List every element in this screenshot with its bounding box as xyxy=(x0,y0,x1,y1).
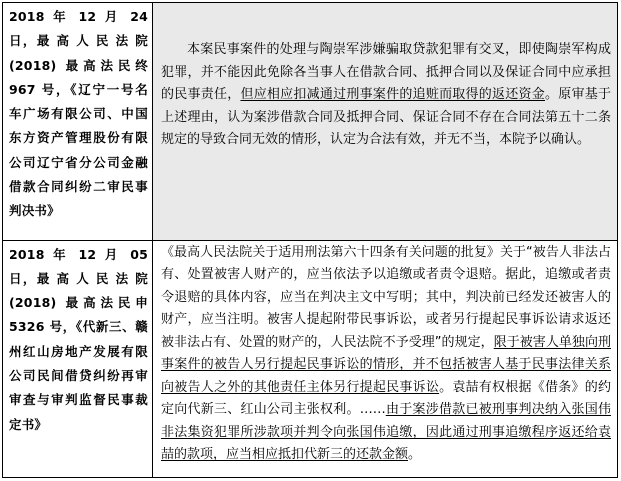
case-citation-cell xyxy=(3,3,153,241)
excerpt-segment-underlined: 由于案涉借款已被刑事判决纳入张国伟非法集资犯罪所涉款项并判令向张国伟追缴，因此通过刑事追缴程序返还给袁喆的款项，应当相应抵扣代新三的还款金额 xyxy=(161,402,611,462)
case-citation-cell xyxy=(3,240,153,478)
case-citation: 2018 年 12 月 24 日，最 高 人 民 法 院 (2018) 最高法民终 967 号，《辽宁一号名车广场有限公司、中国东方资产管理股份有限公司辽宁省分公司金融借款合同纠纷二审民事判决书》 xyxy=(9,9,148,219)
excerpt-segment: 。 xyxy=(408,447,422,462)
excerpt-segment: 《最高人民法院关于适用刑法第六十四条有关问题的批复》关于“被告人非法占有、处置被害人财产的，应当依法予以追缴或者责令退赔。据此，追缴或者责令退赔的具体内容，应当在判决主文中写明；其中，判决前已经发还被害人的财产，应当注明。被害人提起附带民事诉讼，或者另行提起民事诉讼请求返还被非法占有、处置的财产的，人民法院不予受理”的规定， xyxy=(161,244,611,350)
case-table xyxy=(2,2,618,478)
case-excerpt-cell xyxy=(153,240,618,478)
case-citation: 2018 年 12 月 05 日，最 高 人 民 法 院 (2018) 最高法民申 5326 号，《代新三、赣州红山房地产发展有限公司民间借贷纠纷再审审查与审判监督民事裁定书》 xyxy=(9,246,148,432)
excerpt-segment-underlined: 但应相应扣减通过刑事案件的追赃而取得的返还资金 xyxy=(240,87,545,102)
excerpt-segment: 。原审基于上述理由，认为案涉借款合同及抵押合同、保证合同不存在合同法第五十二条规定的导致合同无效的情形，认定为合法有效，并无不当，本院予以确认。 xyxy=(161,87,611,147)
excerpt-segment: 本案民事案件的处理与陶崇军涉嫌骗取贷款犯罪有交叉，即使陶崇军构成犯罪，并不能因此免除各当事人在借款合同、抵押合同以及保证合同中应承担的民事责任， xyxy=(161,42,611,102)
table-row xyxy=(3,240,618,478)
excerpt-segment-underlined: 限于被害人单独向刑事案件的被告人另行提起民事诉讼的情形，并不包括被害人基于民事法律关系向被告人之外的其他责任主体另行提起民事诉讼 xyxy=(161,334,611,395)
excerpt-segment: 。袁喆有权根据《借条》的约定向代新三、红山公司主张权利。…… xyxy=(161,379,611,417)
table-row xyxy=(3,3,618,241)
case-excerpt-cell xyxy=(153,3,618,241)
